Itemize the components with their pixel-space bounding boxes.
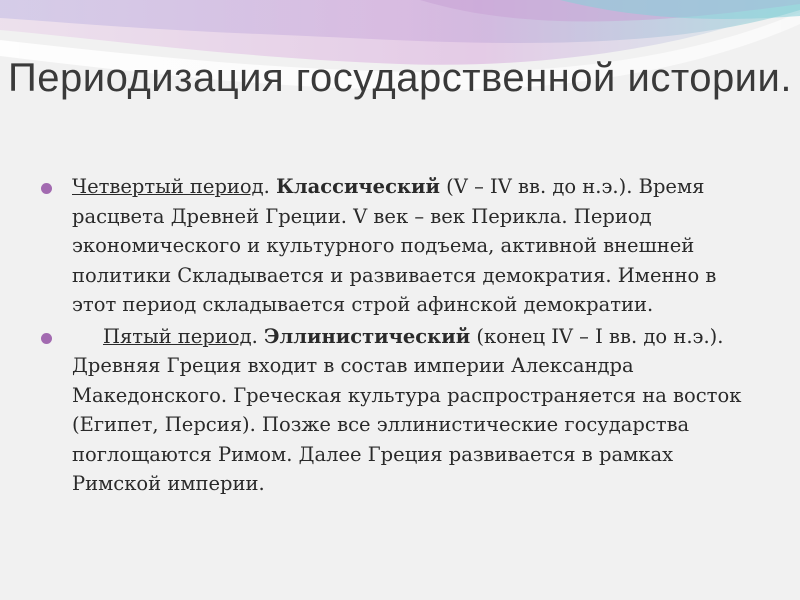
list-item (40, 322, 760, 499)
heading-dot: . (251, 324, 258, 348)
period-description: (конец IV – I вв. до н.э.). Древняя Греция входит в состав империи Александра Македонского. Греческая культура распространяется на восток (Египет, Персия). Позже все эллинистические государства поглощаются Римом. Далее Греция развивается в рамках Римской империи. (72, 324, 742, 495)
item-lead-space (72, 325, 103, 348)
period-heading: Пятый период (103, 324, 252, 348)
bullet-dot-icon (41, 333, 52, 344)
slide-title: Периодизация государственной истории. (8, 56, 792, 100)
period-name: Классический (276, 175, 440, 198)
list-item (40, 172, 760, 320)
period-name: Эллинистический (263, 324, 471, 348)
heading-dot: . (263, 175, 270, 198)
bullet-list (40, 172, 760, 499)
period-description: (V – IV вв. до н.э.). Время расцвета Древней Греции. V век – век Перикла. Период экономического и культурного подъема, активной внешней политики Складывается и развивается демократия. Именно в этот период складывается строй афинской демократии. (72, 175, 717, 316)
bullet-dot-icon (41, 183, 52, 194)
period-heading: Четвертый период (72, 175, 264, 198)
